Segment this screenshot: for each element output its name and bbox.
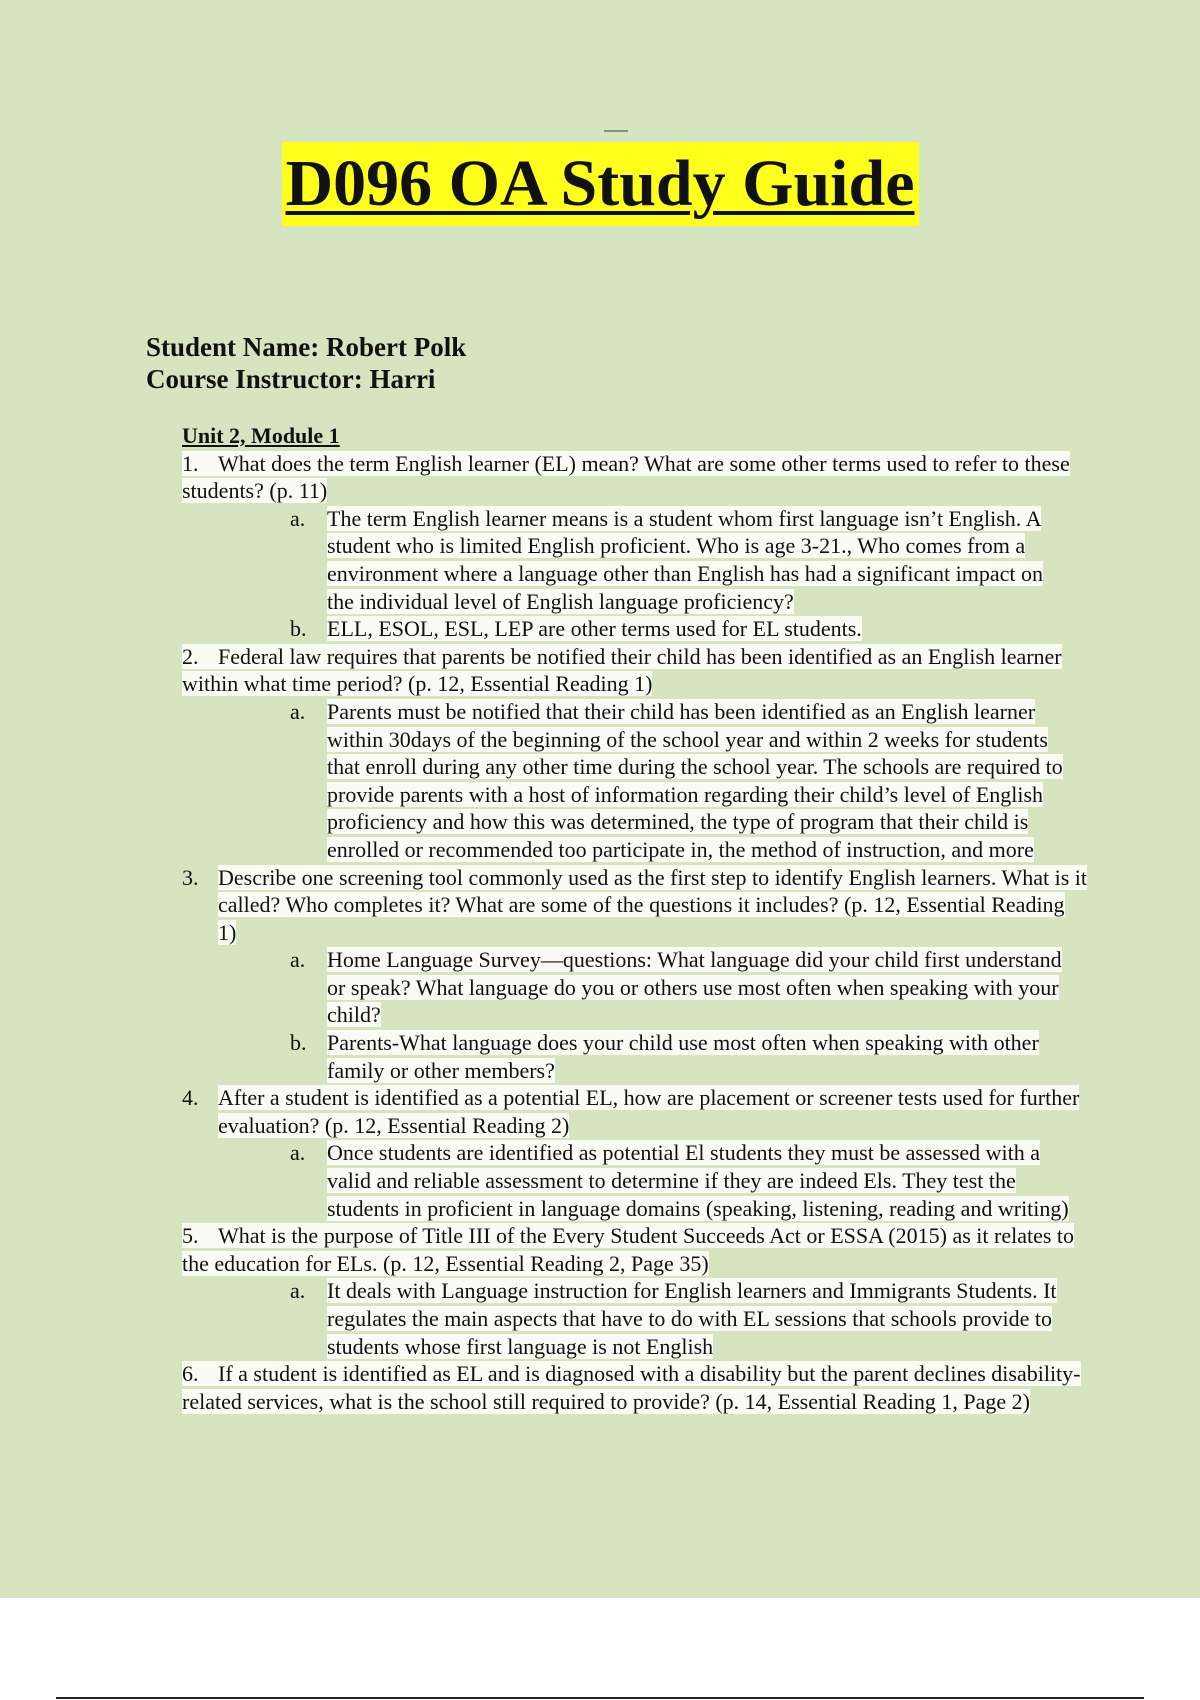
answer-1a xyxy=(182,505,1088,615)
answer-2a xyxy=(182,698,1088,864)
question-1 xyxy=(182,450,1088,505)
question-4 xyxy=(182,1084,1088,1139)
question-3 xyxy=(182,864,1088,947)
course-instructor: Course Instructor: Harri xyxy=(146,364,436,394)
page-divider xyxy=(56,1697,1144,1699)
question-text: After a student is identified as a potential EL, how are placement or screener tests used for further evaluation? (p. 12, Essential Reading 2) xyxy=(218,1085,1080,1138)
answer-text: Parents must be notified that their child has been identified as an English learner within 30days of the beginning of the school year and within 2 weeks for students that enroll during any other time during the school year. The schools are required to provide parents with a host of information regarding their child’s level of English proficiency and how this was determined, the type of program that their child is enrolled or recommended too participate in, the method of instruction, and more xyxy=(327,698,1063,862)
question-number: 1. xyxy=(182,450,199,476)
question-number: 6. xyxy=(182,1361,199,1387)
answer-text: ELL, ESOL, ESL, LEP are other terms used for EL students. xyxy=(327,616,862,642)
answer-4a xyxy=(182,1139,1088,1222)
header-dash xyxy=(604,130,628,132)
question-number: 5. xyxy=(182,1223,199,1249)
question-text: What does the term English learner (EL) mean? What are some other terms used to refer to these students? (p. 11) xyxy=(182,450,1070,504)
answer-label: b. xyxy=(290,1030,307,1056)
answer-text: Parents-What language does your child use most often when speaking with other family or other members? xyxy=(327,1030,1039,1083)
question-5 xyxy=(182,1222,1088,1277)
answer-3a xyxy=(182,946,1088,1029)
answer-label: b. xyxy=(290,616,307,642)
answer-label: a. xyxy=(290,947,306,973)
answer-text: It deals with Language instruction for English learners and Immigrants Students. It regulates the main aspects that have to do with EL sessions that schools provide to students whose first language is not English xyxy=(327,1278,1057,1359)
answer-1b xyxy=(182,615,1088,643)
question-6 xyxy=(182,1360,1088,1415)
question-2 xyxy=(182,643,1088,698)
title-container xyxy=(0,142,1200,226)
answer-label: a. xyxy=(290,1140,306,1166)
answer-text: The term English learner means is a student whom first language isn’t English. A student who is limited English proficient. Who is age 3-21., Who comes from a environment where a language other than English has had a significant impact on the individual level of English language proficiency? xyxy=(327,505,1043,614)
study-guide-content xyxy=(182,422,1088,1415)
answer-text: Home Language Survey—questions: What language did your child first understand or speak? What language do you or others use most often when speaking with your child? xyxy=(327,947,1062,1028)
question-number: 3. xyxy=(182,864,199,890)
question-number: 4. xyxy=(182,1085,199,1111)
unit-heading: Unit 2, Module 1 xyxy=(182,423,340,448)
question-text: If a student is identified as EL and is diagnosed with a disability but the parent declines disability-related services, what is the school still required to provide? (p. 14, Essential Reading 1, Page 2) xyxy=(182,1361,1081,1414)
question-text: Describe one screening tool commonly used as the first step to identify English learners. What is it called? Who completes it? What are some of the questions it includes? (p. 12, Essential Reading 1) xyxy=(218,864,1087,945)
question-text: Federal law requires that parents be notified their child has been identified as an English learner within what time period? (p. 12, Essential Reading 1) xyxy=(182,643,1062,697)
answer-5a xyxy=(182,1277,1088,1360)
answer-3b xyxy=(182,1029,1088,1084)
answer-label: a. xyxy=(290,698,306,724)
answer-label: a. xyxy=(290,1278,306,1304)
answer-text: Once students are identified as potential El students they must be assessed with a valid and reliable assessment to determine if they are indeed Els. They test the students in proficient in language domains (speaking, listening, reading and writing) xyxy=(327,1140,1069,1221)
question-text: What is the purpose of Title III of the Every Student Succeeds Act or ESSA (2015) as it relates to the education for ELs. (p. 12, Essential Reading 2, Page 35) xyxy=(182,1223,1075,1276)
document-title: D096 OA Study Guide xyxy=(282,142,919,226)
student-name: Student Name: Robert Polk xyxy=(146,332,467,362)
question-number: 2. xyxy=(182,643,199,669)
answer-label: a. xyxy=(290,505,306,531)
